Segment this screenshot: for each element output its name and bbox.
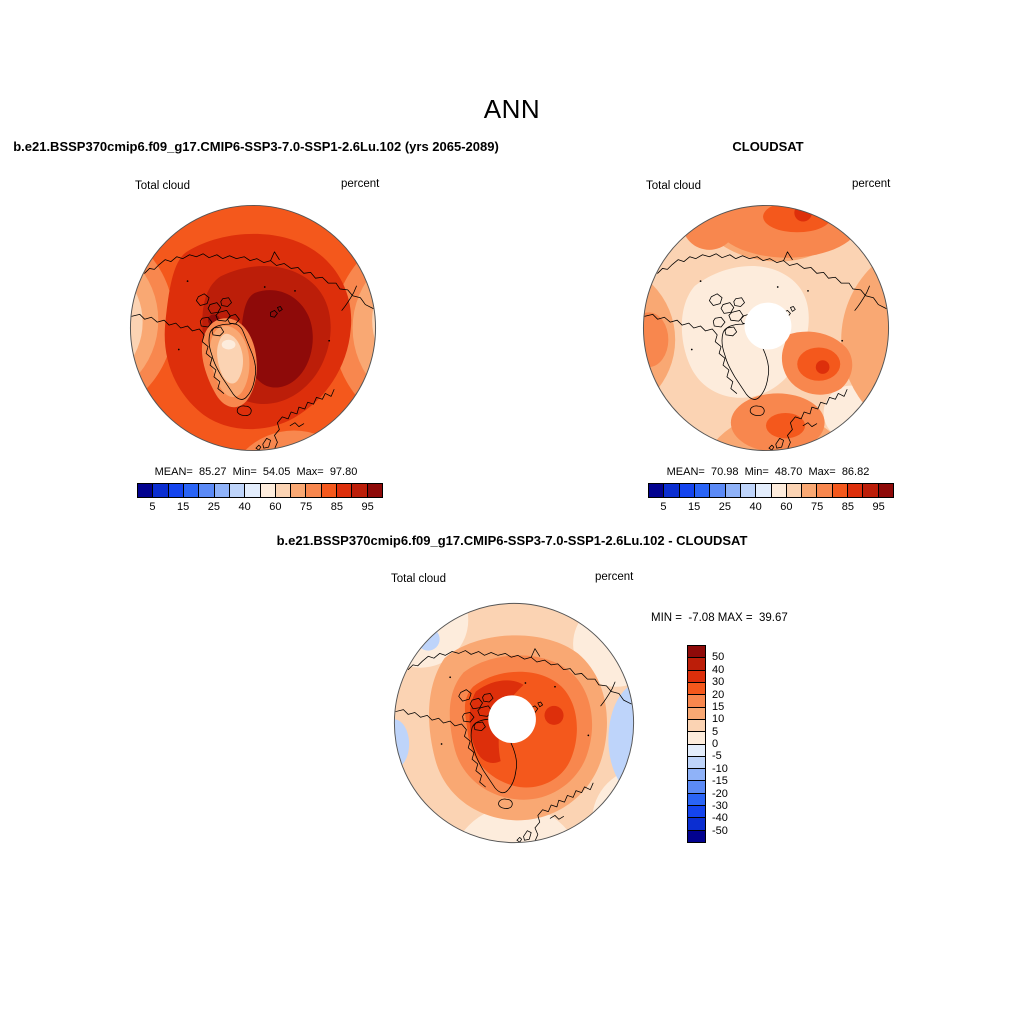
colorbar-tick-label: 20 xyxy=(712,688,725,701)
colorbar-cell xyxy=(215,484,230,497)
model-variable-label: Total cloud xyxy=(135,180,190,192)
diff-colorbar xyxy=(687,645,706,843)
colorbar-cell xyxy=(337,484,352,497)
colorbar-cell xyxy=(688,732,705,744)
colorbar-tick-label: 95 xyxy=(872,501,885,513)
colorbar-cell xyxy=(199,484,214,497)
diff-stats: MIN = -7.08 MAX = 39.67 xyxy=(651,612,788,624)
colorbar-cell xyxy=(368,484,382,497)
colorbar-cell xyxy=(833,484,848,497)
colorbar-cell xyxy=(153,484,168,497)
colorbar-tick-label: 85 xyxy=(330,501,343,513)
colorbar-cell xyxy=(276,484,291,497)
contour-region xyxy=(794,204,812,222)
colorbar-tick-label: -15 xyxy=(712,775,728,788)
colorbar-cell xyxy=(688,818,705,830)
figure-title: ANN xyxy=(483,94,541,124)
diff-units-label: percent xyxy=(595,571,634,583)
colorbar-cell xyxy=(688,671,705,683)
difference-header: b.e21.BSSP370cmip6.f09_g17.CMIP6-SSP3-7.0-SSP1-2.6Lu.102 - CLOUDSAT xyxy=(276,533,748,548)
colorbar-cell xyxy=(352,484,367,497)
colorbar-cell xyxy=(664,484,679,497)
obs-colorbar-ticks xyxy=(648,501,894,515)
colorbar-cell xyxy=(863,484,878,497)
contour-region xyxy=(222,340,236,350)
colorbar-tick-label: 75 xyxy=(811,501,824,513)
colorbar-tick-label: 5 xyxy=(660,501,667,513)
model-stats: MEAN= 85.27 Min= 54.05 Max= 97.80 xyxy=(154,466,358,478)
colorbar-cell xyxy=(726,484,741,497)
colorbar-tick-label: -10 xyxy=(712,762,728,775)
obs-header: CLOUDSAT xyxy=(732,139,804,154)
obs-stats: MEAN= 70.98 Min= 48.70 Max= 86.82 xyxy=(666,466,870,478)
colorbar-cell xyxy=(688,806,705,818)
colorbar-cell xyxy=(291,484,306,497)
colorbar-cell xyxy=(688,720,705,732)
colorbar-cell xyxy=(787,484,802,497)
colorbar-tick-label: 60 xyxy=(780,501,793,513)
colorbar-tick-label: -50 xyxy=(712,824,728,837)
diff-variable-label: Total cloud xyxy=(391,573,446,585)
colorbar-cell xyxy=(245,484,260,497)
contour-region xyxy=(816,360,830,374)
colorbar-tick-label: 50 xyxy=(712,651,725,664)
colorbar-tick-label: 25 xyxy=(207,501,220,513)
colorbar-tick-label: 40 xyxy=(749,501,762,513)
colorbar-tick-label: 15 xyxy=(688,501,701,513)
colorbar-cell xyxy=(741,484,756,497)
contour-region xyxy=(824,386,879,441)
colorbar-cell xyxy=(710,484,725,497)
colorbar-cell xyxy=(688,757,705,769)
colorbar-cell xyxy=(306,484,321,497)
colorbar-cell xyxy=(772,484,787,497)
colorbar-cell xyxy=(230,484,245,497)
colorbar-tick-label: -20 xyxy=(712,787,728,800)
colorbar-tick-label: 15 xyxy=(712,700,725,713)
colorbar-cell xyxy=(688,646,705,658)
colorbar-cell xyxy=(688,708,705,720)
colorbar-cell xyxy=(261,484,276,497)
colorbar-cell xyxy=(649,484,664,497)
colorbar-cell xyxy=(879,484,893,497)
diff-colorbar-ticks xyxy=(712,645,752,843)
missing-data-hole xyxy=(745,303,792,350)
colorbar-cell xyxy=(169,484,184,497)
colorbar-tick-label: 5 xyxy=(149,501,156,513)
colorbar-tick-label: 40 xyxy=(712,663,725,676)
colorbar-cell xyxy=(848,484,863,497)
colorbar-cell xyxy=(688,695,705,707)
colorbar-cell xyxy=(688,769,705,781)
colorbar-tick-label: 75 xyxy=(300,501,313,513)
colorbar-cell xyxy=(756,484,771,497)
colorbar-cell xyxy=(688,658,705,670)
colorbar-cell xyxy=(680,484,695,497)
colorbar-cell xyxy=(184,484,199,497)
colorbar-tick-label: 25 xyxy=(718,501,731,513)
colorbar-cell xyxy=(322,484,337,497)
colorbar-cell xyxy=(688,794,705,806)
colorbar-cell xyxy=(688,683,705,695)
colorbar-tick-label: -40 xyxy=(712,812,728,825)
colorbar-cell xyxy=(688,781,705,793)
colorbar-tick-label: 85 xyxy=(841,501,854,513)
model-map xyxy=(128,203,378,453)
colorbar-tick-label: 95 xyxy=(361,501,374,513)
missing-data-hole xyxy=(488,695,536,743)
obs-units-label: percent xyxy=(852,178,891,190)
colorbar-cell xyxy=(817,484,832,497)
obs-variable-label: Total cloud xyxy=(646,180,701,192)
colorbar-tick-label: 5 xyxy=(712,725,719,738)
model-colorbar xyxy=(137,483,383,498)
contour-region xyxy=(545,706,564,725)
colorbar-cell xyxy=(802,484,817,497)
colorbar-tick-label: 0 xyxy=(712,738,719,750)
colorbar-cell xyxy=(138,484,153,497)
colorbar-tick-label: -5 xyxy=(712,750,722,763)
colorbar-tick-label: -30 xyxy=(712,799,728,812)
contour-region xyxy=(766,413,805,438)
model-case-header: b.e21.BSSP370cmip6.f09_g17.CMIP6-SSP3-7.0-SSP1-2.6Lu.102 (yrs 2065-2089) xyxy=(13,139,499,154)
difference-map xyxy=(392,601,636,845)
colorbar-tick-label: 15 xyxy=(177,501,190,513)
colorbar-cell xyxy=(688,745,705,757)
colorbar-tick-label: 40 xyxy=(238,501,251,513)
cloudsat-map xyxy=(641,203,891,453)
model-units-label: percent xyxy=(341,178,380,190)
colorbar-cell xyxy=(695,484,710,497)
colorbar-cell xyxy=(688,831,705,842)
colorbar-tick-label: 30 xyxy=(712,676,725,689)
colorbar-tick-label: 10 xyxy=(712,713,725,726)
contour-region xyxy=(578,818,616,845)
model-colorbar-ticks xyxy=(137,501,383,515)
colorbar-tick-label: 60 xyxy=(269,501,282,513)
obs-colorbar xyxy=(648,483,894,498)
